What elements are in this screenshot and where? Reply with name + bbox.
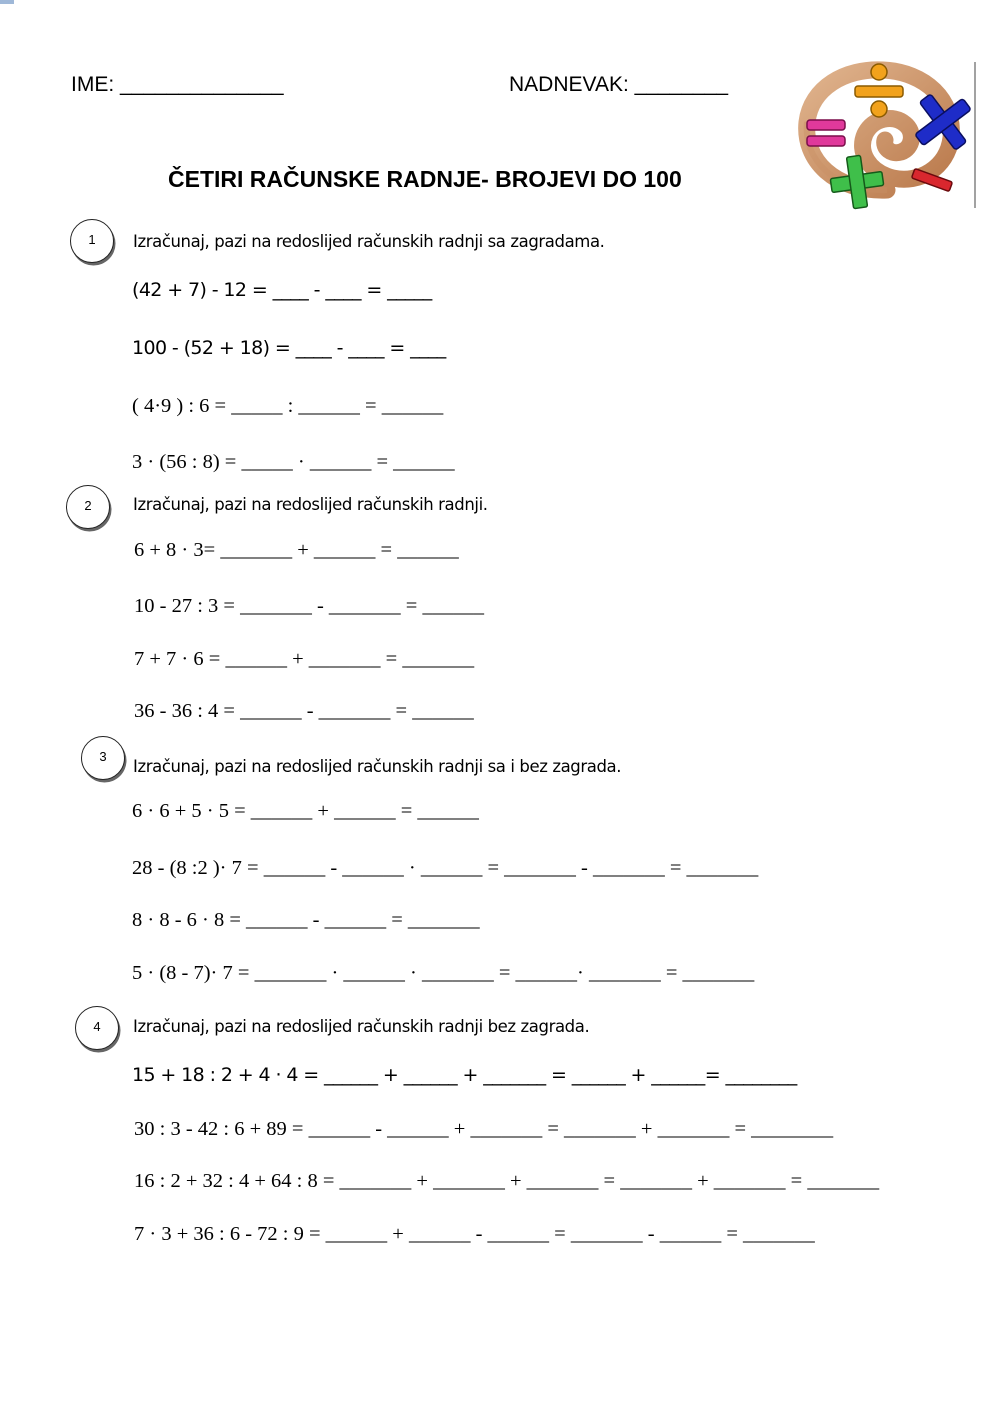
equation-line: 15 + 18 : 2 + 4 · 4 = ______ + ______ + _______ = ______ + ______= ________	[132, 1064, 797, 1086]
equation-line: 100 - (52 + 18) = ____ - ____ = ____	[132, 337, 446, 359]
equation-line: 30 : 3 - 42 : 6 + 89 = ______ - ______ + _______ = _______ + _______ = ________	[134, 1118, 834, 1140]
equation-line: 36 - 36 : 4 = ______ - _______ = ______	[134, 700, 474, 722]
task-number-badge: 2	[66, 485, 110, 529]
equation-line: 10 - 27 : 3 = _______ - _______ = ______	[134, 595, 484, 617]
name-field-label: IME: ______________	[71, 73, 284, 96]
equation-line: 28 - (8 :2 )· 7 = ______ - ______ · ______ = _______ - _______ = _______	[132, 857, 759, 879]
task-number-badge: 4	[75, 1006, 119, 1050]
equation-line: 7 + 7 · 6 = ______ + _______ = _______	[134, 648, 475, 670]
equation-line: ( 4·9 ) : 6 = _____ : ______ = ______	[132, 395, 444, 417]
page-corner-mark	[0, 0, 14, 4]
equation-line: 16 : 2 + 32 : 4 + 64 : 8 = _______ + _______ + _______ = _______ + _______ = _______	[134, 1170, 880, 1192]
equation-line: (42 + 7) - 12 = ____ - ____ = _____	[132, 279, 432, 301]
equation-line: 3 · (56 : 8) = _____ · ______ = ______	[132, 451, 455, 473]
equation-line: 7 · 3 + 36 : 6 - 72 : 9 = ______ + ______ - ______ = _______ - ______ = _______	[134, 1223, 815, 1245]
page-title: ČETIRI RAČUNSKE RADNJE- BROJEVI DO 100	[168, 166, 682, 192]
task-instruction: Izračunaj, pazi na redoslijed računskih radnji sa zagradama.	[133, 232, 605, 251]
task-instruction: Izračunaj, pazi na redoslijed računskih radnji bez zagrada.	[133, 1017, 590, 1036]
equation-line: 8 · 8 - 6 · 8 = ______ - ______ = _______	[132, 909, 480, 931]
equation-line: 6 + 8 · 3= _______ + ______ = ______	[134, 539, 459, 561]
math-operators-swirl-icon	[795, 60, 980, 210]
task-instruction: Izračunaj, pazi na redoslijed računskih radnji.	[133, 495, 488, 514]
equation-line: 6 · 6 + 5 · 5 = ______ + ______ = ______	[132, 800, 479, 822]
task-number-badge: 3	[81, 736, 125, 780]
task-number-badge: 1	[70, 219, 114, 263]
task-instruction: Izračunaj, pazi na redoslijed računskih radnji sa i bez zagrada.	[133, 757, 622, 776]
equation-line: 5 · (8 - 7)· 7 = _______ · ______ · _______ = ______· _______ = _______	[132, 962, 755, 984]
date-field-label: NADNEVAK: ________	[509, 73, 729, 96]
